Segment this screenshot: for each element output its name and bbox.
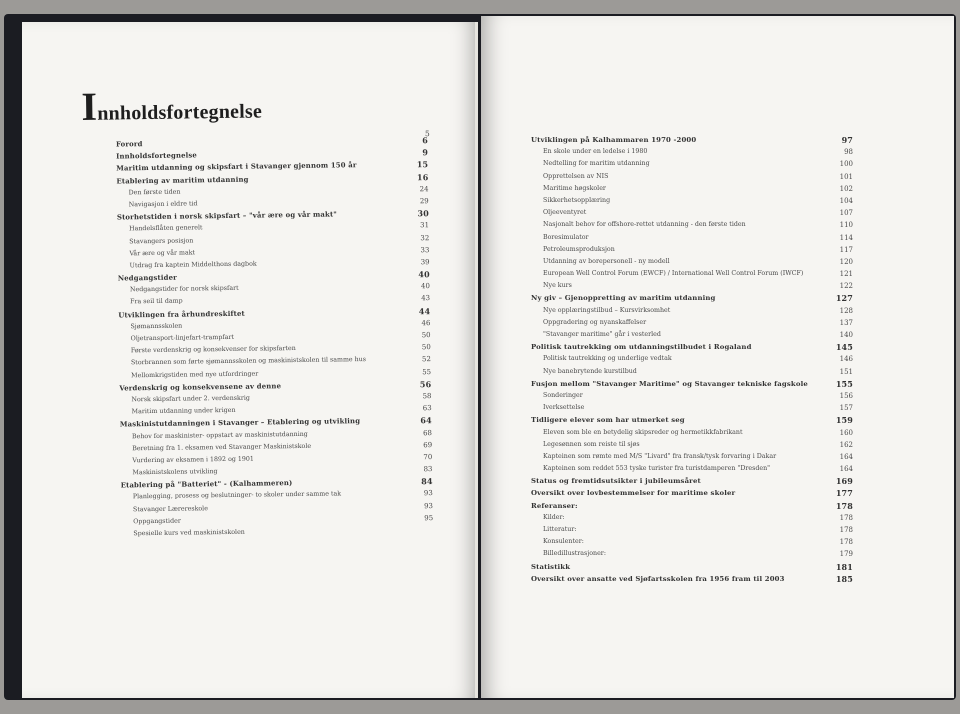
toc-entry-page: 93	[424, 501, 434, 510]
toc-entry-title: Eleven som ble en betydelig skipsreder og hermetikkfabrikant	[543, 428, 743, 436]
toc-entry-page: 117	[839, 245, 853, 254]
toc-entry-title: Planlegging, prosess og beslutninger- to skoler under samme tak	[132, 490, 342, 501]
toc-chapter-entry	[531, 500, 853, 512]
toc-entry-page: 107	[839, 209, 853, 218]
toc-entry-page: 50	[421, 331, 431, 340]
toc-entry-page: 63	[422, 404, 432, 413]
toc-section-entry	[531, 512, 853, 524]
toc-entry-title: Petroleumsproduksjon	[543, 245, 615, 253]
toc-entry-title: Mellomkrigstiden med nye utfordringer	[131, 370, 259, 379]
toc-entry-title: Maritim utdanning og skipsfart i Stavanger gjennom 150 år	[116, 161, 357, 173]
toc-entry-page: 155	[835, 378, 853, 389]
toc-entry-page: 101	[839, 172, 853, 181]
toc-section-entry	[531, 524, 853, 536]
toc-section-entry	[531, 451, 853, 463]
toc-section-entry	[531, 158, 853, 170]
toc-entry-page: 52	[421, 355, 432, 364]
toc-section-entry	[531, 207, 853, 219]
toc-entry-title: Den første tiden	[128, 188, 181, 197]
toc-entry-title: Legesønnen som reiste til sjøs	[543, 440, 640, 448]
left-toc-list	[116, 134, 434, 541]
toc-section-entry	[531, 353, 853, 365]
toc-section-entry	[531, 232, 853, 244]
toc-entry-page: 40	[418, 269, 430, 280]
toc-entry-title: Oppgangstider	[133, 517, 181, 526]
toc-entry-title: Storhetstiden i norsk skipsfart – "vår ære og vår makt"	[116, 210, 338, 222]
toc-entry-title: Vurdering av eksamen i 1892 og 1901	[132, 455, 254, 465]
toc-section-entry	[531, 390, 853, 402]
toc-entry-page: 32	[420, 233, 430, 242]
toc-entry-page: 44	[418, 305, 431, 316]
toc-entry-title: Maskinistutdanningen i Stavanger – Etablering og utvikling	[119, 417, 361, 429]
toc-entry-title: Norsk skipsfart under 2. verdenskrig	[131, 394, 250, 404]
toc-section-entry	[531, 427, 853, 439]
toc-section-entry	[531, 402, 853, 414]
toc-entry-page: 137	[839, 318, 853, 327]
toc-entry-title: Politisk tautrekking og underlige vedtak	[543, 355, 672, 363]
toc-entry-title: Vår ære og vår makt	[129, 249, 196, 258]
toc-entry-title: Oppgradering og nyanskaffelser	[543, 318, 647, 326]
toc-chapter-entry	[531, 561, 853, 573]
toc-section-entry	[531, 317, 853, 329]
toc-chapter-entry	[531, 292, 853, 304]
toc-entry-title: Ny giv – Gjenoppretting av maritim utdanning	[531, 294, 716, 303]
toc-entry-title: Første verdenskrig og konsekvenser for skipsfarten	[130, 345, 296, 355]
toc-entry-title: Billedillustrasjoner:	[543, 550, 606, 558]
toc-entry-title: Kapteinen som reddet 553 tyske turister fra turistdamperen "Dresden"	[543, 465, 771, 473]
toc-entry-title: Kapteinen som rømte med M/S "Livard" fra fransk/tysk forvaring i Dakar	[543, 452, 777, 460]
toc-entry-page: 70	[423, 452, 433, 462]
toc-entry-title: Politisk tautrekking om utdanningstilbudet i Rogaland	[531, 343, 752, 352]
toc-entry-title: Maritim utdanning under krigen	[131, 406, 236, 416]
toc-entry-title: Kilder:	[543, 513, 565, 521]
toc-section-entry	[531, 305, 853, 317]
toc-entry-page: 64	[420, 415, 432, 426]
toc-entry-page: 177	[835, 488, 853, 499]
title-initial: I	[81, 83, 98, 129]
toc-entry-title: Oversikt over ansatte ved Sjøfartsskolen fra 1956 fram til 2003	[531, 574, 785, 583]
toc-entry-title: Utdanning av borepersonell - ny modell	[543, 257, 670, 265]
toc-chapter-entry	[531, 341, 853, 353]
toc-entry-page: 110	[839, 221, 853, 230]
toc-section-entry	[531, 171, 853, 183]
toc-entry-page: 120	[839, 257, 853, 266]
toc-entry-title: Etablering av maritim utdanning	[116, 175, 249, 186]
toc-entry-page: 33	[420, 245, 430, 254]
toc-entry-page: 95	[424, 513, 434, 523]
toc-section-entry	[531, 548, 853, 560]
toc-entry-title: Storbrannen som førte sjømannsskolen og maskinistskolen til samme hus	[130, 356, 367, 367]
toc-entry-title: Sikkerhetsopplæring	[543, 196, 611, 204]
toc-entry-title: Fra seil til damp	[130, 298, 183, 306]
toc-entry-title: Utdrag fra kaptein Middelthons dagbok	[129, 260, 257, 270]
toc-entry-title: Behov for maskinister- oppstart av maskinistutdanning	[131, 430, 308, 440]
right-toc-list	[531, 134, 853, 585]
toc-entry-title: Fusjon mellom "Stavanger Maritime" og Stavanger tekniske fagskole	[531, 379, 808, 388]
toc-entry-page: 58	[422, 392, 432, 401]
toc-entry-title: Oljeeventyret	[543, 209, 587, 217]
toc-entry-page: 83	[423, 465, 433, 474]
toc-entry-title: Maskinistskolens utvikling	[132, 468, 218, 477]
toc-entry-page: 157	[839, 404, 853, 413]
toc-entry-title: Boresimulator	[543, 233, 589, 241]
toc-section-entry	[531, 366, 853, 378]
right-page	[481, 16, 954, 698]
toc-entry-page: 162	[839, 440, 853, 449]
toc-entry-title: Nedgangstider for norsk skipsfart	[129, 285, 239, 294]
toc-chapter-entry	[531, 134, 853, 146]
toc-entry-page: 68	[422, 428, 433, 437]
toc-entry-title: Nasjonalt behov for offshore-rettet utdanning - den første tiden	[543, 221, 746, 229]
toc-entry-title: Konsulenter:	[543, 538, 584, 546]
toc-entry-title: Nedgangstider	[117, 273, 177, 283]
toc-entry-title: Iverksettelse	[543, 404, 585, 412]
toc-entry-page: 50	[421, 343, 431, 352]
toc-entry-page: 140	[839, 331, 853, 339]
toc-entry-title: Nye banebrytende kurstilbud	[543, 367, 637, 375]
toc-entry-page: 179	[839, 550, 853, 559]
toc-entry-title: Navigasjon i eldre tid	[128, 200, 198, 209]
toc-entry-page: 46	[421, 318, 431, 328]
toc-entry-page: 31	[420, 221, 430, 230]
toc-section-entry	[531, 256, 853, 268]
toc-section-entry	[531, 183, 853, 195]
toc-entry-title: Innholdsfortegnelse	[116, 151, 198, 161]
toc-section-entry	[531, 463, 853, 475]
toc-entry-page: 178	[835, 500, 853, 511]
left-page	[22, 22, 478, 698]
toc-entry-title: Sonderinger	[543, 391, 583, 399]
toc-entry-page: 114	[839, 233, 853, 242]
toc-entry-title: Sjømannsskolen	[130, 322, 183, 331]
toc-section-entry	[531, 268, 853, 280]
toc-entry-title: Handelsflåten generelt	[129, 224, 203, 233]
toc-entry-page: 164	[839, 452, 853, 461]
toc-chapter-entry	[531, 573, 853, 585]
toc-entry-page: 159	[835, 415, 853, 426]
toc-entry-page: 69	[423, 440, 433, 449]
toc-entry-title: Stavanger Lærereskole	[132, 504, 208, 513]
first-page-number: 5	[424, 129, 430, 139]
toc-entry-page: 151	[839, 367, 853, 376]
toc-entry-page: 29	[419, 197, 429, 206]
toc-section-entry	[531, 244, 853, 256]
toc-entry-page: 40	[420, 282, 430, 291]
toc-entry-page: 93	[423, 489, 433, 498]
toc-entry-title: En skole under en ledelse i 1980	[543, 148, 648, 156]
toc-entry-title: Tidligere elever som har utmerket seg	[531, 416, 685, 425]
toc-section-entry	[531, 536, 853, 548]
toc-entry-page: 181	[835, 561, 853, 572]
toc-entry-page: 43	[421, 294, 431, 303]
toc-entry-page: 146	[839, 355, 853, 364]
page-gutter	[475, 22, 478, 698]
toc-entry-page: 97	[841, 135, 853, 145]
toc-entry-page: 127	[835, 293, 853, 304]
toc-entry-page: 122	[839, 282, 853, 291]
toc-entry-title: Beretning fra 1. eksamen ved Stavanger Maskinistskole	[132, 442, 312, 452]
toc-entry-page: 16	[416, 171, 429, 182]
toc-entry-page: 15	[416, 159, 429, 170]
toc-entry-page: 156	[839, 391, 853, 400]
title-rest: nnholdsfortegnelse	[97, 100, 263, 125]
toc-entry-title: Opprettelsen av NIS	[543, 172, 609, 180]
toc-entry-page: 121	[839, 270, 853, 279]
toc-entry-title: Utviklingen på Kalhammaren 1970 -2000	[531, 136, 697, 144]
toc-entry-title: Nedtelling for maritim utdanning	[543, 160, 650, 168]
toc-entry-page: 185	[835, 573, 853, 584]
toc-entry-page: 84	[421, 476, 433, 487]
toc-chapter-entry	[531, 414, 853, 426]
toc-entry-title: Litteratur:	[543, 526, 577, 533]
toc-entry-page: 178	[839, 513, 853, 522]
toc-section-entry	[531, 280, 853, 292]
page-title	[81, 84, 262, 127]
toc-entry-page: 102	[839, 184, 853, 193]
toc-entry-title: Utviklingen fra århundreskiftet	[118, 309, 245, 320]
toc-entry-title: Spesielle kurs ved maskinistskolen	[133, 528, 245, 538]
toc-entry-page: 100	[839, 160, 853, 169]
toc-entry-title: Etablering på "Batteriet" - (Kalhammeren)	[120, 479, 293, 490]
toc-entry-page: 169	[835, 476, 853, 487]
toc-chapter-entry	[531, 487, 853, 499]
toc-entry-page: 178	[839, 538, 853, 547]
toc-section-entry	[531, 439, 853, 451]
toc-entry-page: 145	[835, 342, 853, 353]
toc-entry-page: 128	[839, 306, 853, 315]
toc-entry-title: Nye kurs	[543, 282, 572, 290]
toc-entry-page: 104	[839, 196, 853, 205]
toc-section-entry	[531, 329, 853, 341]
toc-entry-page: 56	[419, 378, 432, 390]
toc-entry-page: 55	[422, 367, 432, 376]
toc-entry-page: 30	[417, 208, 429, 219]
toc-chapter-entry	[531, 378, 853, 390]
toc-entry-title: Verdenskrig og konsekvensene av denne	[119, 381, 282, 393]
toc-entry-page: 24	[419, 184, 429, 194]
toc-entry-title: Maritime høgskoler	[543, 184, 606, 192]
toc-entry-page: 178	[839, 526, 853, 534]
toc-entry-page: 39	[420, 258, 430, 267]
toc-entry-title: Nye opplæringstilbud – Kursvirksomhet	[543, 306, 671, 314]
toc-entry-title: Statistikk	[531, 562, 571, 571]
toc-entry-title: Stavangers posisjon	[129, 236, 194, 245]
toc-entry-title: Forord	[115, 140, 143, 149]
toc-entry-title: Status og fremtidsutsikter i jubileumsåret	[531, 477, 701, 486]
toc-entry-page: 164	[839, 465, 853, 474]
toc-chapter-entry	[531, 475, 853, 487]
toc-section-entry	[531, 195, 853, 207]
toc-entry-title: Oversikt over lovbestemmelser for maritime skoler	[531, 489, 736, 498]
toc-entry-title: Referanser:	[531, 501, 578, 510]
toc-section-entry	[531, 219, 853, 231]
toc-entry-page: 9	[422, 147, 429, 158]
toc-entry-page: 160	[839, 428, 853, 437]
toc-entry-title: "Stavanger maritime" går i vesterled	[543, 331, 661, 338]
toc-entry-page: 98	[844, 148, 853, 157]
toc-entry-page: 6	[422, 135, 428, 146]
toc-entry-title: European Well Control Forum (EWCF) / International Well Control Forum (IWCF)	[543, 270, 804, 278]
toc-entry-title: Oljetransport-linjefart-trampfart	[130, 333, 235, 343]
toc-section-entry	[531, 146, 853, 158]
